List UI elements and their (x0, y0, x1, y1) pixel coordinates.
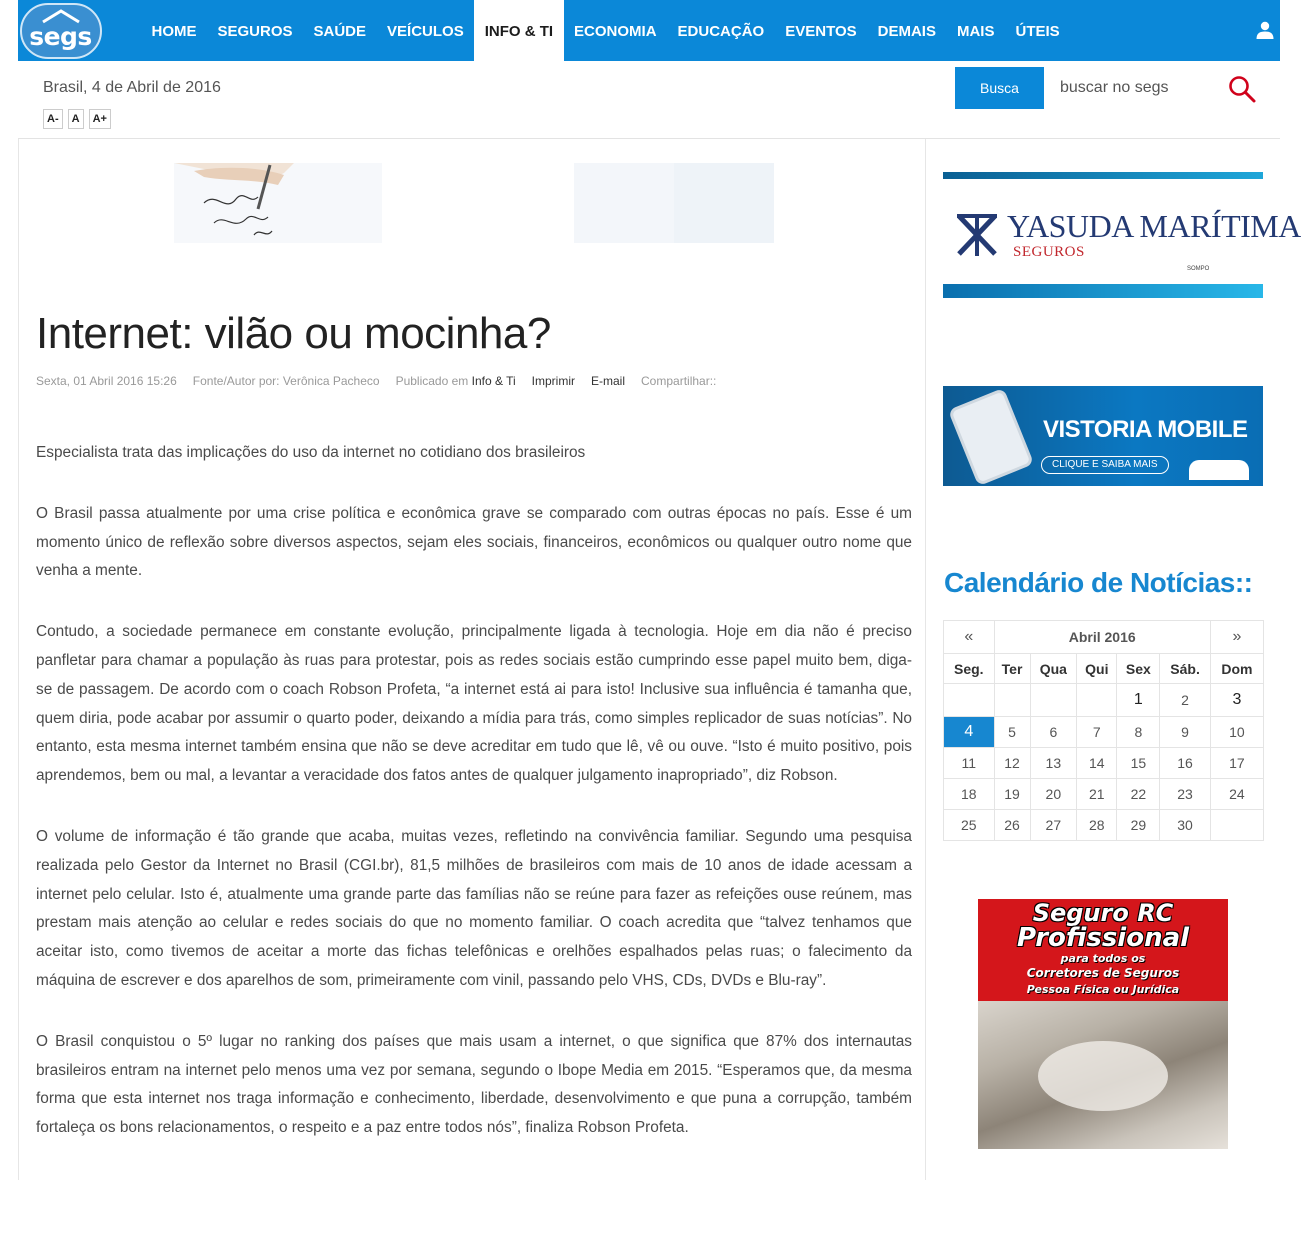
weekday-header: Dom (1210, 654, 1263, 684)
main-menu (141, 0, 1070, 61)
article-category (396, 374, 516, 388)
ad-vistoria-mobile[interactable] (943, 386, 1263, 486)
author-label: Fonte/Autor por: (192, 374, 280, 388)
font-decrease-button[interactable]: A- (43, 109, 63, 129)
rc-line-1: Seguro RC (1032, 899, 1174, 927)
phone-illustration (948, 388, 1034, 487)
ad-stripe (943, 172, 1263, 179)
news-calendar (943, 620, 1264, 841)
calendar-day: 12 (994, 748, 1030, 779)
calendar-next-button[interactable]: » (1210, 621, 1263, 654)
calendar-day: 10 (1210, 717, 1263, 748)
yasuda-emblem-icon (955, 212, 999, 258)
calendar-day: 29 (1117, 810, 1160, 841)
menu-item-mais[interactable]: MAIS (956, 23, 995, 40)
search-button[interactable]: Busca (955, 67, 1044, 109)
calendar-day: 18 (944, 779, 995, 810)
font-increase-button[interactable]: A+ (89, 109, 111, 129)
calendar-day[interactable]: 3 (1210, 684, 1263, 717)
weekday-header: Ter (994, 654, 1030, 684)
top-bar (18, 61, 1280, 139)
calendar-day: 14 (1077, 748, 1117, 779)
weekday-header: Qui (1077, 654, 1117, 684)
calendar-day: 23 (1160, 779, 1211, 810)
handwriting-illustration (174, 163, 382, 243)
banner-ad-right[interactable] (574, 163, 774, 243)
main-content (18, 139, 926, 1180)
calendar-day: 28 (1077, 810, 1117, 841)
calendar-day (994, 684, 1030, 717)
calendar-day: 13 (1030, 748, 1077, 779)
font-size-controls (43, 109, 111, 129)
menu-item-eventos[interactable]: EVENTOS (785, 23, 857, 40)
ad-yasuda-maritima[interactable] (943, 172, 1301, 298)
article-paragraph: O Brasil passa atualmente por uma crise política e econômica grave se comparado com outras épocas no país. Esse é um momento único de reflexão sobre diversos aspectos, sejam eles sociais, financeiros, econômicos ou qualquer outro nome que venha a mente. (36, 504, 912, 580)
menu-item-economia[interactable]: ECONOMIA (574, 23, 657, 40)
weekday-header: Sáb. (1160, 654, 1211, 684)
calendar-day: 26 (994, 810, 1030, 841)
article-author (193, 374, 380, 388)
menu-item-home[interactable]: HOME (151, 23, 197, 40)
rc-line-2: Profissional (1016, 923, 1190, 953)
calendar-day[interactable]: 1 (1117, 684, 1160, 717)
ad-stripe (943, 284, 1263, 298)
menu-item-saude[interactable]: SAÚDE (313, 23, 367, 40)
menu-item-info-ti[interactable]: INFO & TI (474, 0, 563, 61)
weekday-header: Seg. (944, 654, 995, 684)
main-navbar (18, 0, 1280, 61)
calendar-day: 6 (1030, 717, 1077, 748)
banner-ad-left[interactable] (174, 163, 382, 243)
calendar-day: 17 (1210, 748, 1263, 779)
calendar-day: 9 (1160, 717, 1211, 748)
calendar-day: 16 (1160, 748, 1211, 779)
article-date: Sexta, 01 Abril 2016 15:26 (36, 374, 177, 388)
calendar-day: 5 (994, 717, 1030, 748)
yasuda-name: YASUDA MARÍTIMA (1007, 208, 1301, 244)
vistoria-title: VISTORIA MOBILE (1043, 416, 1248, 443)
article-paragraph: O volume de informação é tão grande que acaba, muitas vezes, refletindo na convivência familiar. Segundo uma pesquisa realizada pelo Gestor da Internet no Brasil (CGI.br), 81,5 milhões de brasileiros com mais de 10 anos de idade acessam a internet pelo celular. Isto é, atualmente uma grande parte das famílias não se reúne para fazer as refeições ouse reúnem, mas prestam mais atenção ao celular e redes sociais do que no momento familiar. O coach acredita que “talvez tenhamos que aceitar isto, como tivemos de aceitar a morte das fichas telefônicas e orelhões espalhados pelas ruas; o falecimento da máquina de escrever e dos aparelhos de som, primeiramente com vinil, passando pelo VHS, CDs, DVDs e Blu-ray”. (36, 827, 912, 989)
search-input[interactable] (1048, 67, 1218, 109)
calendar-day: 11 (944, 748, 995, 779)
calendar-prev-button[interactable]: « (944, 621, 995, 654)
calendar-day-today[interactable]: 4 (944, 717, 995, 748)
published-label: Publicado em (395, 374, 469, 388)
share-label: Compartilhar:: (641, 374, 717, 388)
article-meta (36, 374, 716, 388)
calendar-heading: Calendário de Notícias:: (944, 567, 1253, 598)
calendar-month: Abril 2016 (994, 621, 1210, 654)
calendar-day: 20 (1030, 779, 1077, 810)
menu-item-veiculos[interactable]: VEÍCULOS (387, 23, 464, 40)
meeting-photo (978, 1001, 1228, 1149)
autoglass-logo (1189, 460, 1249, 480)
article-body (36, 439, 912, 1175)
rc-line-5: Pessoa Física ou Jurídica (1026, 983, 1180, 996)
logo-text: segs (29, 22, 92, 51)
calendar-day (1030, 684, 1077, 717)
calendar-day (1077, 684, 1117, 717)
article-paragraph: Contudo, a sociedade permanece em constante evolução, principalmente ligada à tecnologia. Hoje em dia não é preciso panfletar para chamar a população às ruas para protestar, pois as redes sociais estão cumprindo esse papel muito bem, diga-se de passagem. De acordo com o coach Robson Profeta, “a internet está ai para isto! Inclusive sua influência é tamanha que, quem diria, pode acabar por assumir o quarto poder, deixando a mídia para trás, como simples replicador de suas notícias”. No entanto, esta mesma internet também ensina que não se deve acreditar em tudo que lê, vê ou ouve. “Isto é muito positivo, pois aprendemos, bem ou mal, a levantar a veracidade dos fatos antes de qualquer julgamento inapropriado”, diz Robson. (36, 623, 912, 785)
menu-item-educacao[interactable]: EDUCAÇÃO (677, 23, 765, 40)
calendar-day: 7 (1077, 717, 1117, 748)
weekday-header: Sex (1117, 654, 1160, 684)
sidebar (943, 139, 1301, 1180)
calendar-day: 22 (1117, 779, 1160, 810)
menu-item-demais[interactable]: DEMAIS (877, 23, 936, 40)
calendar-day: 30 (1160, 810, 1211, 841)
logo-badge (20, 3, 102, 59)
calendar-day (944, 684, 995, 717)
font-reset-button[interactable]: A (68, 109, 84, 129)
email-link[interactable]: E-mail (591, 374, 626, 388)
calendar-day: 27 (1030, 810, 1077, 841)
weekday-header: Qua (1030, 654, 1077, 684)
article-paragraph: Especialista trata das implicações do uso da internet no cotidiano dos brasileiros (36, 444, 586, 461)
yasuda-sub: SEGUROS (1013, 244, 1085, 260)
print-link[interactable]: Imprimir (531, 374, 575, 388)
calendar-day: 25 (944, 810, 995, 841)
rc-line-3: para todos os (1060, 952, 1146, 965)
calendar-day: 19 (994, 779, 1030, 810)
menu-item-uteis[interactable]: ÚTEIS (1015, 23, 1060, 40)
calendar-day: 15 (1117, 748, 1160, 779)
calendar-day: 24 (1210, 779, 1263, 810)
ad-seguro-rc[interactable] (978, 899, 1228, 1149)
category-link[interactable]: Info & Ti (471, 374, 516, 388)
current-date: Brasil, 4 de Abril de 2016 (43, 79, 221, 96)
author-name: Verônica Pacheco (282, 374, 380, 388)
search-icon[interactable] (1228, 75, 1256, 103)
site-logo[interactable] (18, 0, 103, 61)
calendar-day: 2 (1160, 684, 1211, 717)
roof-icon (41, 9, 81, 23)
calendar-day: 8 (1117, 717, 1160, 748)
article-title: Internet: vilão ou mocinha? (36, 309, 551, 358)
rc-line-4: Corretores de Seguros (1026, 966, 1180, 980)
user-icon[interactable] (1256, 21, 1274, 39)
vistoria-cta: CLIQUE E SAIBA MAIS (1041, 456, 1169, 474)
article-paragraph: O Brasil conquistou o 5º lugar no ranking dos países que mais usam a internet, o que significa que 87% dos internautas brasileiros entram na internet pelo menos uma vez por semana, segundo o Ibope Media em 2015. “Esperamos que, da mesma forma que esta internet nos traga informação e conhecimento, liberdade, desenvolvimento e que puna a corrupção, também fortaleça os bons relacionamentos, o respeito e a paz entre todos nós”, finaliza Robson Profeta. (36, 1032, 912, 1137)
calendar-day: 21 (1077, 779, 1117, 810)
calendar-day (1210, 810, 1263, 841)
menu-item-seguros[interactable]: SEGUROS (217, 23, 293, 40)
sompo-label: SOMPO (1187, 266, 1210, 272)
